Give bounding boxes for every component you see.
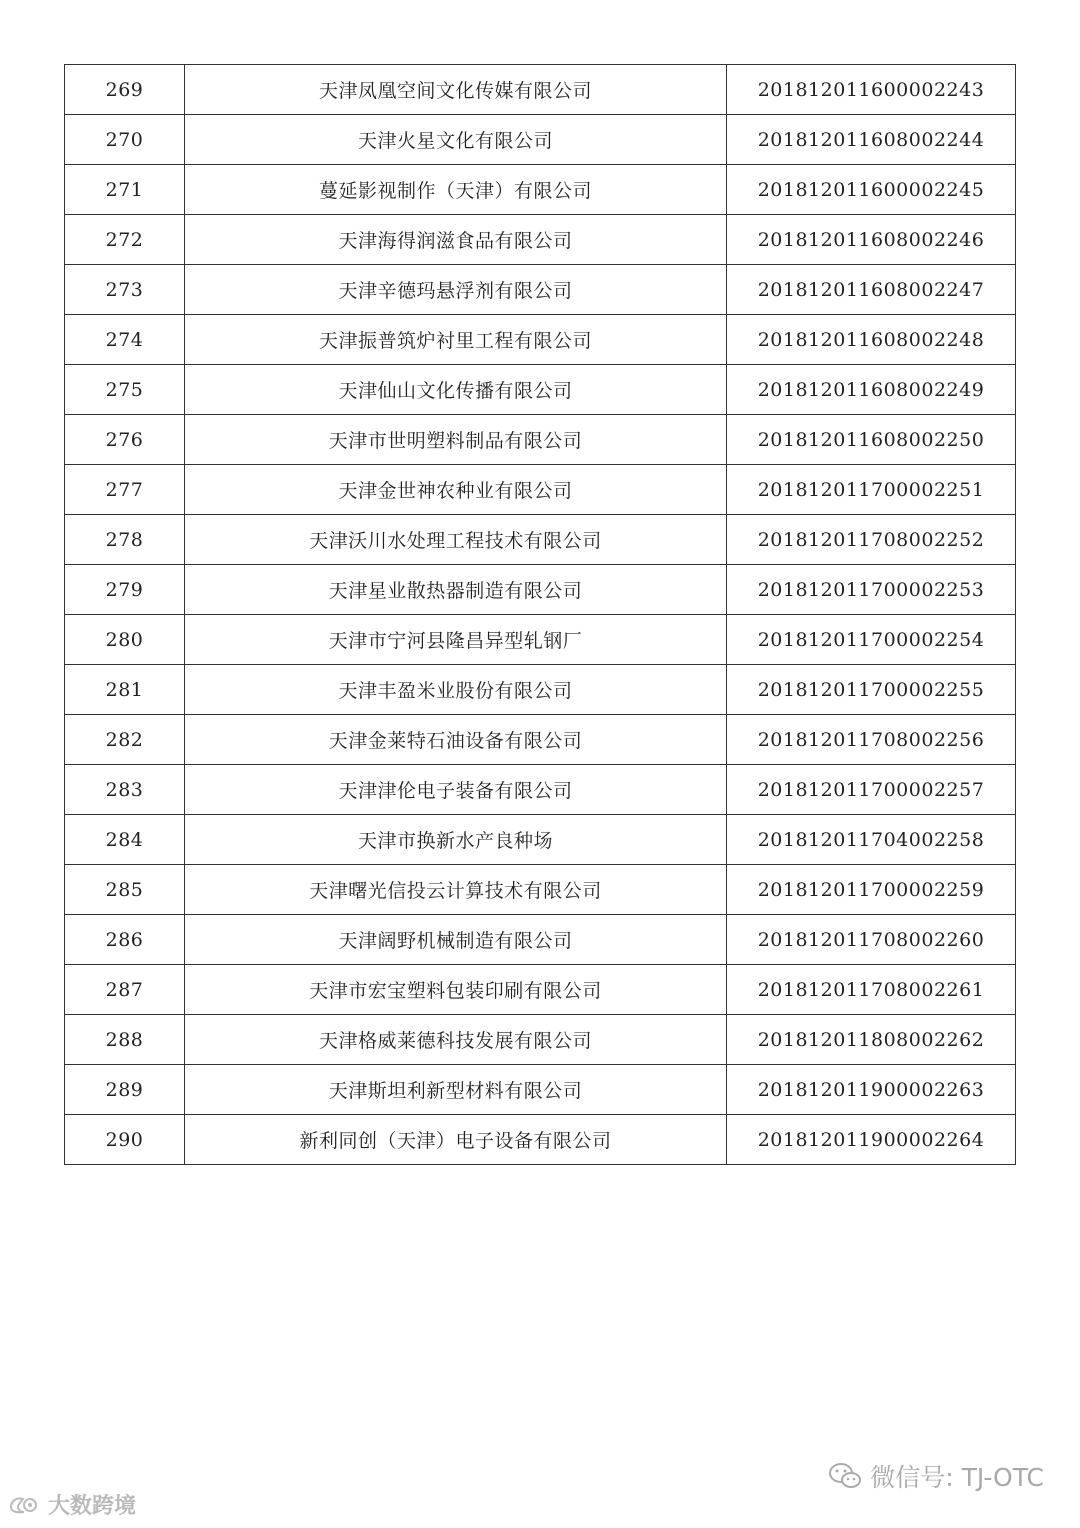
registration-code-cell: 201812011700002259	[727, 865, 1016, 915]
company-name-cell: 天津阔野机械制造有限公司	[185, 915, 727, 965]
company-name-cell: 天津金莱特石油设备有限公司	[185, 715, 727, 765]
row-number-cell: 282	[65, 715, 185, 765]
registration-code-cell: 201812011608002244	[727, 115, 1016, 165]
table-row	[65, 465, 1016, 515]
row-number-cell: 285	[65, 865, 185, 915]
row-number-cell: 271	[65, 165, 185, 215]
company-name-cell: 天津津伦电子装备有限公司	[185, 765, 727, 815]
table-row	[65, 165, 1016, 215]
company-name-cell: 天津沃川水处理工程技术有限公司	[185, 515, 727, 565]
table-row	[65, 615, 1016, 665]
table-row	[65, 815, 1016, 865]
registration-code-cell: 201812011704002258	[727, 815, 1016, 865]
row-number-cell: 281	[65, 665, 185, 715]
table-row	[65, 1115, 1016, 1165]
company-name-cell: 天津市宁河县隆昌异型轧钢厂	[185, 615, 727, 665]
registration-code-cell: 201812011608002249	[727, 365, 1016, 415]
table-row	[65, 115, 1016, 165]
registration-code-cell: 201812011600002243	[727, 65, 1016, 115]
company-name-cell: 新利同创（天津）电子设备有限公司	[185, 1115, 727, 1165]
registration-code-cell: 201812011608002246	[727, 215, 1016, 265]
registration-code-cell: 201812011808002262	[727, 1015, 1016, 1065]
registration-code-cell: 201812011700002257	[727, 765, 1016, 815]
company-name-cell: 蔓延影视制作（天津）有限公司	[185, 165, 727, 215]
row-number-cell: 283	[65, 765, 185, 815]
company-name-cell: 天津市世明塑料制品有限公司	[185, 415, 727, 465]
bottom-right-watermark	[828, 1456, 1044, 1496]
company-name-cell: 天津星业散热器制造有限公司	[185, 565, 727, 615]
table-row	[65, 265, 1016, 315]
table-row	[65, 1065, 1016, 1115]
company-name-cell: 天津仙山文化传播有限公司	[185, 365, 727, 415]
table-row	[65, 715, 1016, 765]
row-number-cell: 288	[65, 1015, 185, 1065]
registration-code-cell: 201812011900002263	[727, 1065, 1016, 1115]
company-name-cell: 天津市换新水产良种场	[185, 815, 727, 865]
registration-code-cell: 201812011900002264	[727, 1115, 1016, 1165]
row-number-cell: 275	[65, 365, 185, 415]
company-registry-table	[64, 64, 1016, 1165]
row-number-cell: 289	[65, 1065, 185, 1115]
company-name-cell: 天津火星文化有限公司	[185, 115, 727, 165]
company-name-cell: 天津辛德玛悬浮剂有限公司	[185, 265, 727, 315]
row-number-cell: 274	[65, 315, 185, 365]
company-name-cell: 天津金世神农种业有限公司	[185, 465, 727, 515]
row-number-cell: 277	[65, 465, 185, 515]
registration-code-cell: 201812011700002251	[727, 465, 1016, 515]
registration-code-cell: 201812011700002254	[727, 615, 1016, 665]
table-row	[65, 915, 1016, 965]
row-number-cell: 286	[65, 915, 185, 965]
table-row	[65, 215, 1016, 265]
registration-code-cell: 201812011608002250	[727, 415, 1016, 465]
row-number-cell: 284	[65, 815, 185, 865]
registry-table-body	[65, 65, 1016, 1165]
registration-code-cell: 201812011700002255	[727, 665, 1016, 715]
table-row	[65, 665, 1016, 715]
registration-code-cell: 201812011708002261	[727, 965, 1016, 1015]
table-row	[65, 315, 1016, 365]
company-name-cell: 天津格威莱德科技发展有限公司	[185, 1015, 727, 1065]
watermark-right-text: 微信号: TJ-OTC	[870, 1463, 1044, 1492]
registration-code-cell: 201812011708002252	[727, 515, 1016, 565]
company-name-cell: 天津海得润滋食品有限公司	[185, 215, 727, 265]
table-row	[65, 965, 1016, 1015]
weibo-logo-icon	[8, 1493, 42, 1515]
company-name-cell: 天津丰盈米业股份有限公司	[185, 665, 727, 715]
table-row	[65, 415, 1016, 465]
table-row	[65, 565, 1016, 615]
company-name-cell: 天津振普筑炉衬里工程有限公司	[185, 315, 727, 365]
table-row	[65, 515, 1016, 565]
company-name-cell: 天津斯坦利新型材料有限公司	[185, 1065, 727, 1115]
registration-code-cell: 201812011600002245	[727, 165, 1016, 215]
company-name-cell: 天津曙光信投云计算技术有限公司	[185, 865, 727, 915]
row-number-cell: 279	[65, 565, 185, 615]
company-name-cell: 天津凤凰空间文化传媒有限公司	[185, 65, 727, 115]
table-row	[65, 65, 1016, 115]
registration-code-cell: 201812011608002248	[727, 315, 1016, 365]
row-number-cell: 287	[65, 965, 185, 1015]
registration-code-cell: 201812011608002247	[727, 265, 1016, 315]
company-name-cell: 天津市宏宝塑料包装印刷有限公司	[185, 965, 727, 1015]
registration-code-cell: 201812011700002253	[727, 565, 1016, 615]
row-number-cell: 290	[65, 1115, 185, 1165]
table-row	[65, 1015, 1016, 1065]
row-number-cell: 273	[65, 265, 185, 315]
row-number-cell: 278	[65, 515, 185, 565]
row-number-cell: 269	[65, 65, 185, 115]
row-number-cell: 280	[65, 615, 185, 665]
table-row	[65, 765, 1016, 815]
watermark-left-text: 大数跨境	[48, 1493, 137, 1519]
bottom-left-watermark	[8, 1489, 136, 1519]
registration-code-cell: 201812011708002260	[727, 915, 1016, 965]
row-number-cell: 270	[65, 115, 185, 165]
wechat-icon	[828, 1462, 862, 1490]
registration-code-cell: 201812011708002256	[727, 715, 1016, 765]
row-number-cell: 272	[65, 215, 185, 265]
row-number-cell: 276	[65, 415, 185, 465]
table-row	[65, 365, 1016, 415]
table-row	[65, 865, 1016, 915]
